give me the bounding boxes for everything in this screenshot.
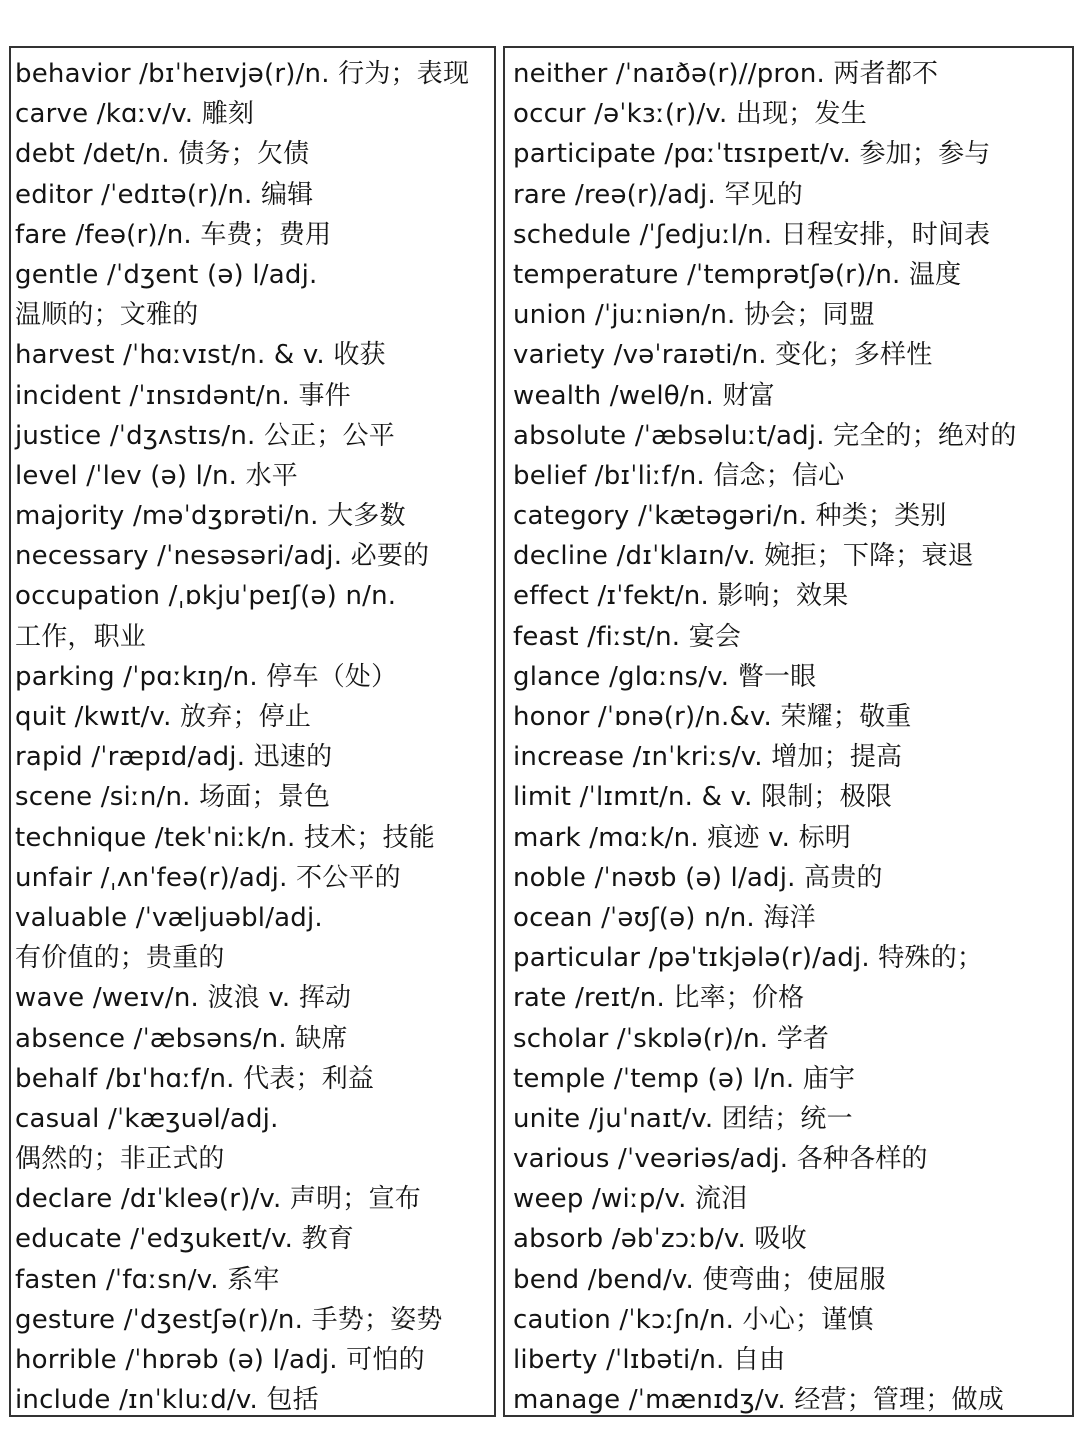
vocabulary-entry: effect /ɪˈfekt/n. 影响；效果 xyxy=(513,581,849,612)
vocabulary-entry: temperature /ˈtemprətʃə(r)/n. 温度 xyxy=(513,259,962,290)
vocabulary-entry: casual /ˈkæʒuəl/adj. xyxy=(15,1103,279,1134)
vocabulary-entry: occur /əˈkɜː(r)/v. 出现；发生 xyxy=(513,99,867,130)
vocabulary-entry: absence /ˈæbsəns/n. 缺席 xyxy=(15,1023,348,1054)
vocabulary-entry: gentle /ˈdʒent (ə) l/adj. xyxy=(15,259,318,290)
vocabulary-column-right xyxy=(503,46,1074,1417)
vocabulary-entry: wave /weɪv/n. 波浪 v. 挥动 xyxy=(15,983,352,1014)
vocabulary-entry: editor /ˈedɪtə(r)/n. 编辑 xyxy=(15,179,314,210)
vocabulary-entry: manage /ˈmænɪdʒ/v. 经营；管理；做成 xyxy=(513,1385,1004,1416)
vocabulary-entry: 工作，职业 xyxy=(15,621,147,652)
vocabulary-entry: fare /feə(r)/n. 车费；费用 xyxy=(15,219,332,250)
vocabulary-entry: various /ˈveəriəs/adj. 各种各样的 xyxy=(513,1144,928,1175)
vocabulary-entry: mark /mɑːk/n. 痕迹 v. 标明 xyxy=(513,822,852,853)
vocabulary-entry: rate /reɪt/n. 比率；价格 xyxy=(513,983,805,1014)
vocabulary-entry: feast /fiːst/n. 宴会 xyxy=(513,621,742,652)
vocabulary-entry: rapid /ˈræpɪd/adj. 迅速的 xyxy=(15,742,333,773)
vocabulary-entry: 偶然的；非正式的 xyxy=(15,1144,225,1175)
vocabulary-entry: necessary /ˈnesəsəri/adj. 必要的 xyxy=(15,541,430,572)
vocabulary-entry: category /ˈkætəgəri/n. 种类；类别 xyxy=(513,501,947,532)
vocabulary-entry: horrible /ˈhɒrəb (ə) l/adj. 可怕的 xyxy=(15,1345,425,1375)
vocabulary-entry: ocean /ˈəʊʃ(ə) n/n. 海洋 xyxy=(513,902,816,933)
vocabulary-entry: declare /dɪˈkleə(r)/v. 声明；宣布 xyxy=(15,1184,421,1215)
vocabulary-entry: rare /reə(r)/adj. 罕见的 xyxy=(513,179,803,210)
vocabulary-entry: temple /ˈtemp (ə) l/n. 庙宇 xyxy=(513,1063,856,1094)
vocabulary-entry: liberty /ˈlɪbəti/n. 自由 xyxy=(513,1345,786,1375)
vocabulary-entry: participate /pɑːˈtɪsɪpeɪt/v. 参加；参与 xyxy=(513,139,991,170)
vocabulary-entry: behalf /bɪˈhɑːf/n. 代表；利益 xyxy=(15,1063,375,1094)
vocabulary-entry: increase /ɪnˈkriːs/v. 增加；提高 xyxy=(513,742,903,773)
vocabulary-entry: limit /ˈlɪmɪt/n. & v. 限制；极限 xyxy=(513,782,893,813)
vocabulary-column-left xyxy=(9,46,496,1417)
vocabulary-entry: bend /bend/v. 使弯曲；使屈服 xyxy=(513,1264,886,1295)
vocabulary-entry: 温顺的；文雅的 xyxy=(15,300,199,331)
vocabulary-entry: union /ˈjuːniən/n. 协会；同盟 xyxy=(513,300,875,331)
vocabulary-entry: variety /vəˈraɪəti/n. 变化；多样性 xyxy=(513,340,933,371)
vocabulary-entry: justice /ˈdʒʌstɪs/n. 公正；公平 xyxy=(15,420,395,451)
vocabulary-entry: fasten /ˈfɑːsn/v. 系牢 xyxy=(15,1264,280,1295)
vocabulary-entry: scene /siːn/n. 场面；景色 xyxy=(15,782,331,813)
vocabulary-entry: 有价值的；贵重的 xyxy=(15,943,225,974)
vocabulary-entry: noble /ˈnəʊb (ə) l/adj. 高贵的 xyxy=(513,862,883,893)
vocabulary-entry: include /ɪnˈkluːd/v. 包括 xyxy=(15,1385,319,1416)
vocabulary-entry: quit /kwɪt/v. 放弃；停止 xyxy=(15,702,312,732)
vocabulary-entry: caution /ˈkɔːʃn/n. 小心；谨慎 xyxy=(513,1304,874,1335)
vocabulary-entry: educate /ˈedʒukeɪt/v. 教育 xyxy=(15,1224,355,1255)
vocabulary-entry: wealth /welθ/n. 财富 xyxy=(513,380,775,411)
vocabulary-entry: particular /pəˈtɪkjələ(r)/adj. 特殊的； xyxy=(513,943,984,974)
vocabulary-entry: scholar /ˈskɒlə(r)/n. 学者 xyxy=(513,1023,830,1054)
vocabulary-entry: unite /juˈnaɪt/v. 团结；统一 xyxy=(513,1103,853,1134)
vocabulary-entry: honor /ˈɒnə(r)/n.&v. 荣耀；敬重 xyxy=(513,702,912,732)
vocabulary-entry: majority /məˈdʒɒrəti/n. 大多数 xyxy=(15,501,406,532)
vocabulary-entry: parking /ˈpɑːkɪŋ/n. 停车（处） xyxy=(15,661,398,692)
vocabulary-entry: decline /dɪˈklaɪn/v. 婉拒；下降；衰退 xyxy=(513,541,974,572)
vocabulary-entry: absolute /ˈæbsəluːt/adj. 完全的；绝对的 xyxy=(513,420,1017,451)
vocabulary-entry: absorb /əbˈzɔːb/v. 吸收 xyxy=(513,1224,807,1255)
vocabulary-entry: carve /kɑːv/v. 雕刻 xyxy=(15,99,255,130)
vocabulary-entry: gesture /ˈdʒestʃə(r)/n. 手势；姿势 xyxy=(15,1304,443,1335)
vocabulary-entry: schedule /ˈʃedjuːl/n. 日程安排，时间表 xyxy=(513,219,991,250)
vocabulary-entry: occupation /ˌɒkjuˈpeɪʃ(ə) n/n. xyxy=(15,581,397,612)
vocabulary-entry: weep /wiːp/v. 流泪 xyxy=(513,1184,748,1215)
vocabulary-entry: unfair /ˌʌnˈfeə(r)/adj. 不公平的 xyxy=(15,862,401,893)
vocabulary-entry: glance /glɑːns/v. 瞥一眼 xyxy=(513,661,817,692)
vocabulary-entry: debt /det/n. 债务；欠债 xyxy=(15,139,310,170)
vocabulary-entry: level /ˈlev (ə) l/n. 水平 xyxy=(15,460,299,491)
vocabulary-entry: incident /ˈɪnsɪdənt/n. 事件 xyxy=(15,380,351,411)
vocabulary-entry: technique /tekˈniːk/n. 技术；技能 xyxy=(15,822,435,853)
vocabulary-entry: belief /bɪˈliːf/n. 信念；信心 xyxy=(513,460,845,491)
vocabulary-entry: neither /ˈnaɪðə(r)//pron. 两者都不 xyxy=(513,59,939,89)
vocabulary-entry: behavior /bɪˈheɪvjə(r)/n. 行为；表现 xyxy=(15,59,470,89)
vocabulary-entry: harvest /ˈhɑːvɪst/n. & v. 收获 xyxy=(15,340,386,371)
vocabulary-entry: valuable /ˈvæljuəbl/adj. xyxy=(15,902,323,933)
